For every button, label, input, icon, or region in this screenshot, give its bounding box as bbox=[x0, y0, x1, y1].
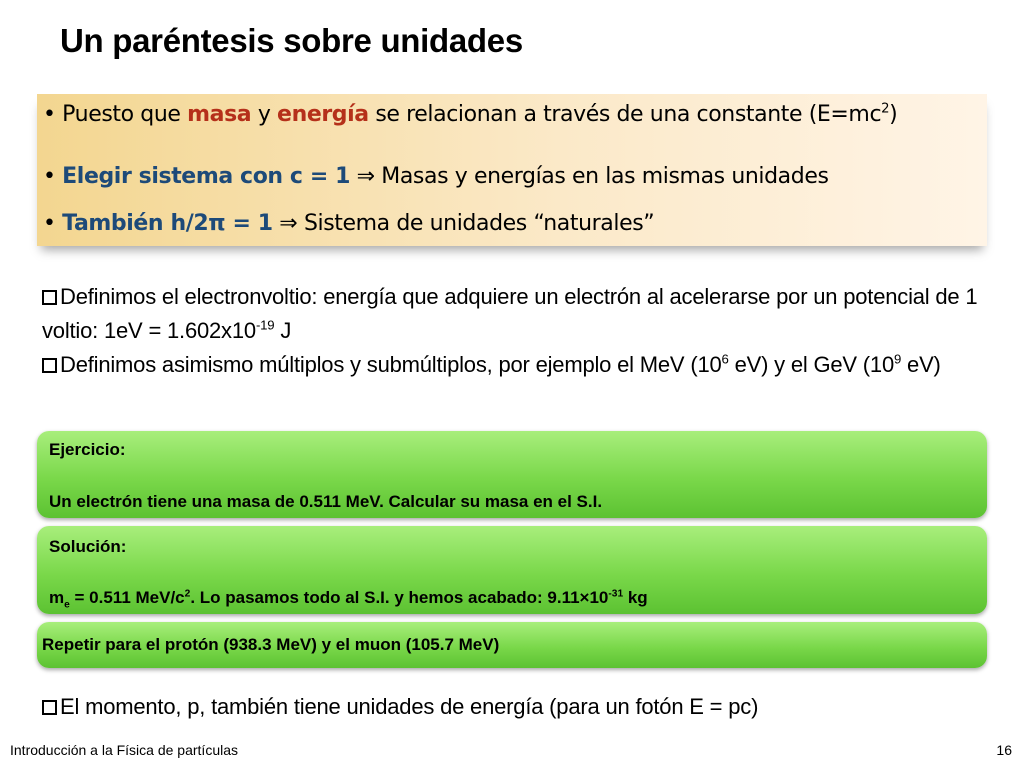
page-number: 16 bbox=[996, 742, 1012, 758]
superscript: 2 bbox=[184, 588, 191, 600]
checkbox-bullet-icon bbox=[42, 700, 57, 715]
solucion-part: = 0.511 MeV/c bbox=[69, 588, 185, 607]
superscript: 9 bbox=[894, 351, 902, 367]
solucion-label: Solución: bbox=[49, 537, 127, 556]
bullet-text: y bbox=[251, 102, 278, 127]
footer-course: Introducción a la Física de partículas bbox=[10, 742, 239, 758]
bullet-c-igual-1 bbox=[43, 164, 829, 189]
checkbox-bullet-icon bbox=[42, 358, 57, 373]
superscript: -19 bbox=[255, 317, 275, 333]
checkbox-bullet-icon bbox=[42, 290, 57, 305]
ejercicio-label: Ejercicio: bbox=[49, 440, 126, 459]
superscript: 2 bbox=[881, 101, 890, 117]
paragraph-text: eV) bbox=[901, 352, 941, 377]
bullet-text: ) bbox=[889, 102, 898, 127]
paragraph-text: Definimos el electronvoltio: energía que adquiere un electrón al acelerarse por un potencial de 1 voltio: 1eV = 1.602x10 bbox=[42, 284, 978, 343]
bullet-h-igual-1 bbox=[43, 211, 654, 236]
slide-title: Un paréntesis sobre unidades bbox=[60, 22, 523, 59]
bullet-dot: • bbox=[43, 164, 56, 189]
superscript: -31 bbox=[608, 588, 624, 600]
subscript: e bbox=[64, 599, 70, 611]
keyword-masa: masa bbox=[187, 102, 252, 127]
solucion-part: . Lo pasamos todo al S.I. y hemos acabado: 9.11×10 bbox=[190, 588, 609, 607]
keyword-h1: También h/2π = 1 bbox=[62, 211, 273, 236]
bullet-masa-energia bbox=[43, 102, 897, 127]
solucion-box bbox=[37, 526, 987, 614]
paragraph-text: J bbox=[274, 318, 292, 343]
paragraph-text: El momento, p, también tiene unidades de energía (para un fotón E = pc) bbox=[60, 694, 759, 719]
superscript: 6 bbox=[721, 351, 729, 367]
repetir-box bbox=[37, 622, 987, 668]
repetir-text: Repetir para el protón (938.3 MeV) y el muon (105.7 MeV) bbox=[42, 635, 500, 654]
paragraph-text: Definimos asimismo múltiplos y submúltiplos, por ejemplo el MeV (10 bbox=[60, 352, 722, 377]
momento-note bbox=[42, 690, 982, 724]
ejercicio-box bbox=[37, 431, 987, 518]
multiples-definition bbox=[42, 348, 982, 382]
keyword-energia: energía bbox=[277, 102, 369, 127]
bullet-text: Puesto que bbox=[62, 102, 188, 127]
ejercicio-text: Un electrón tiene una masa de 0.511 MeV. Calcular su masa en el S.I. bbox=[49, 492, 603, 511]
electronvoltio-definition bbox=[42, 280, 982, 348]
paragraph-text: eV) y el GeV (10 bbox=[728, 352, 894, 377]
bullet-dot: • bbox=[43, 102, 56, 127]
solucion-part: m bbox=[49, 588, 65, 607]
bullet-dot: • bbox=[43, 211, 56, 236]
solucion-text bbox=[49, 588, 648, 611]
keyword-c1: Elegir sistema con c = 1 bbox=[62, 164, 351, 189]
solucion-part: kg bbox=[623, 588, 648, 607]
bullet-text: ⇒ Sistema de unidades “naturales” bbox=[272, 211, 655, 236]
highlight-box bbox=[37, 94, 987, 246]
bullet-text: ⇒ Masas y energías en las mismas unidades bbox=[350, 164, 829, 189]
bullet-text: se relacionan a través de una constante (E=mc bbox=[368, 102, 882, 127]
